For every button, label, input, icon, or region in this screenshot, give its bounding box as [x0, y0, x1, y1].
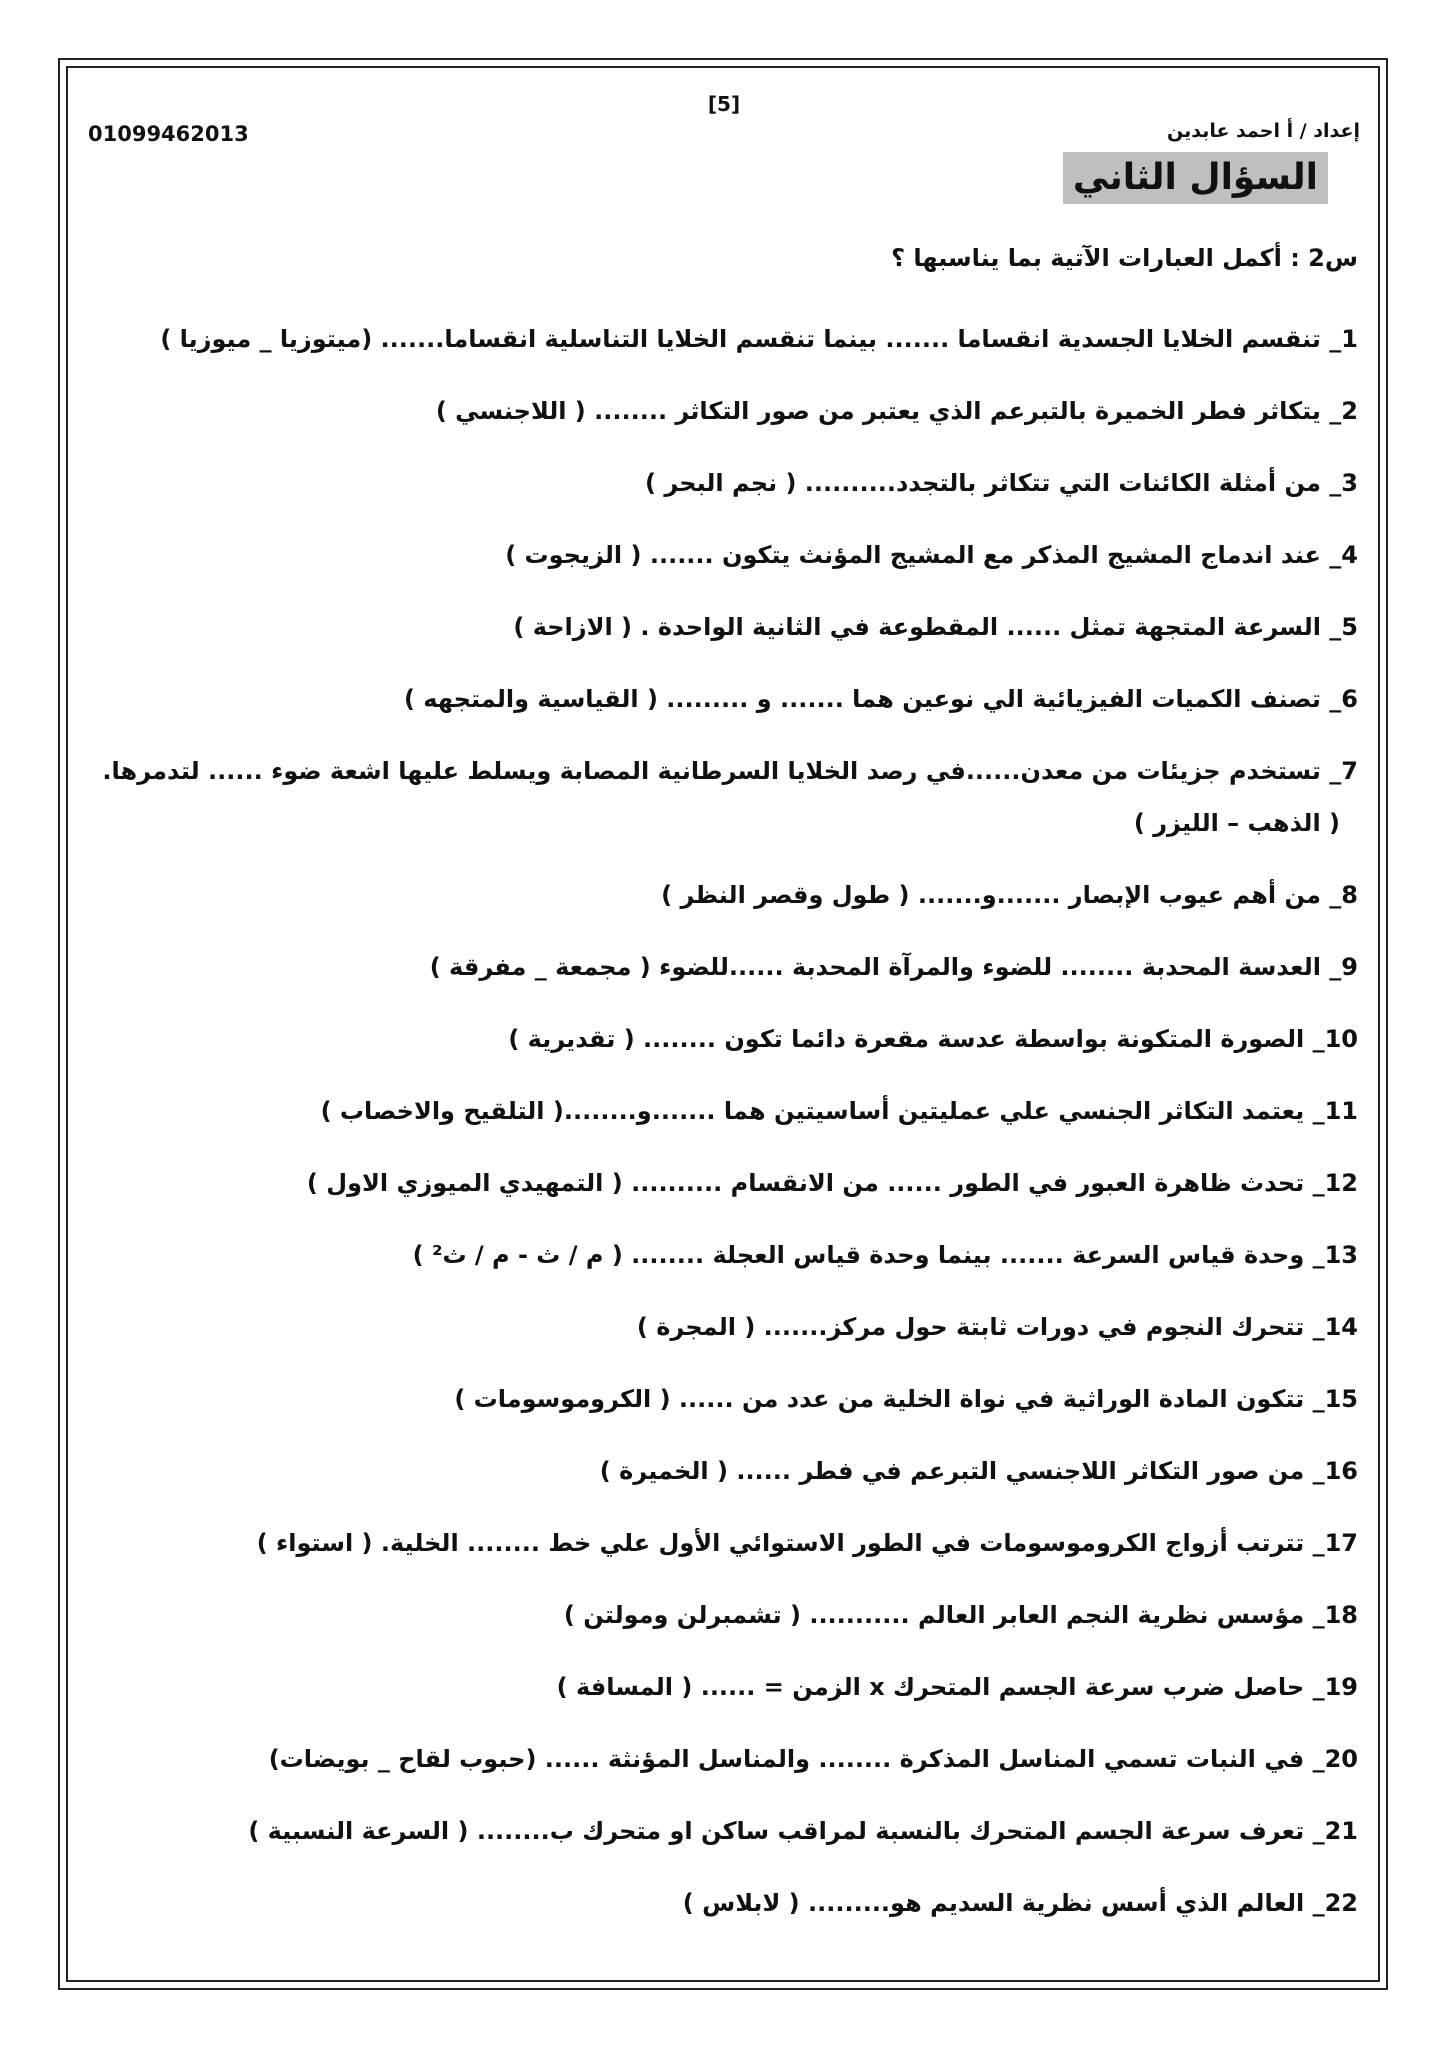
question-item	[98, 1524, 1358, 1596]
question-item	[98, 1092, 1358, 1164]
question-text: 13_ وحدة قياس السرعة ....... بينما وحدة قياس العجلة ........	[622, 1241, 1358, 1269]
question-item	[98, 1668, 1358, 1740]
question-text: 10_ الصورة المتكونة بواسطة عدسة مقعرة دائما تكون ........	[634, 1025, 1358, 1053]
question-answer: ( المسافة )	[556, 1673, 693, 1701]
question-text: 9_ العدسة المحدبة ........ للضوء والمرآة المحدبة ......للضوء	[650, 953, 1358, 981]
question-answer: ( نجم البحر )	[645, 469, 797, 497]
question-text: 2_ يتكاثر فطر الخميرة بالتبرعم الذي يعتبر من صور التكاثر ........	[585, 397, 1358, 425]
question-text: 8_ من أهم عيوب الإبصار .......و.......	[909, 881, 1358, 909]
question-item	[98, 1812, 1358, 1884]
page-number: [5]	[707, 92, 741, 116]
question-text: 4_ عند اندماج المشيج المذكر مع المشيج المؤنث يتكون .......	[641, 541, 1358, 569]
question-answer: ( طول وقصر النظر )	[661, 881, 910, 909]
question-text: 12_ تحدث ظاهرة العبور في الطور ...... من الانقسام ..........	[622, 1169, 1358, 1197]
question-answer: ( التلقيح والاخصاب )	[320, 1097, 564, 1125]
question-answer: ( الزيجوت )	[505, 541, 642, 569]
question-answer: ( التمهيدي الميوزي الاول )	[306, 1169, 623, 1197]
question-item	[98, 1308, 1358, 1380]
author-credit: إعداد / أ احمد عابدين	[1166, 120, 1360, 142]
section-title: السؤال الثاني	[1063, 152, 1328, 204]
question-answer: (ميتوزيا _ ميوزيا )	[160, 325, 373, 353]
question-text: 6_ تصنف الكميات الفيزيائية الي نوعين هما ....... و .........	[657, 685, 1358, 713]
question-text: 15_ تتكون المادة الوراثية في نواة الخلية من عدد من ......	[670, 1385, 1358, 1413]
question-answer: ( م / ث - م / ث² )	[412, 1241, 623, 1269]
phone-number: 01099462013	[88, 122, 249, 146]
question-item	[98, 1236, 1358, 1308]
question-item	[98, 320, 1358, 392]
question-instruction: س2 : أكمل العبارات الآتية بما يناسبها ؟	[891, 244, 1358, 272]
question-item	[98, 1452, 1358, 1524]
question-answer: ( الازاحة )	[513, 613, 633, 641]
question-answer: ( اللاجنسي )	[435, 397, 586, 425]
question-item	[98, 608, 1358, 680]
question-item	[98, 680, 1358, 752]
question-text: 7_ تستخدم جزيئات من معدن......في رصد الخلايا السرطانية المصابة ويسلط عليها اشعة ضوء ...... لتدمرها.	[102, 757, 1358, 785]
question-item	[98, 1380, 1358, 1452]
question-text: 20_ في النبات تسمي المناسل المذكرة ........ والمناسل المؤنثة ......	[536, 1745, 1358, 1773]
question-answer: ( لابلاس )	[682, 1889, 800, 1917]
question-item	[98, 1596, 1358, 1668]
question-item	[98, 1740, 1358, 1812]
question-item	[98, 536, 1358, 608]
question-item	[98, 392, 1358, 464]
question-text: 11_ يعتمد التكاثر الجنسي علي عمليتين أساسيتين هما .......و........	[563, 1097, 1358, 1125]
question-text: 22_ العالم الذي أسس نظرية السديم هو.........	[799, 1889, 1358, 1917]
question-answer: ( الخميرة )	[599, 1457, 728, 1485]
question-text: 5_ السرعة المتجهة تمثل ...... المقطوعة في الثانية الواحدة .	[632, 613, 1358, 641]
question-item	[98, 464, 1358, 536]
question-text: 19_ حاصل ضرب سرعة الجسم المتحرك x الزمن = ......	[692, 1673, 1358, 1701]
question-answer: ( استواء )	[256, 1529, 373, 1557]
question-item	[98, 876, 1358, 948]
question-answer: ( الكروموسومات )	[454, 1385, 671, 1413]
question-text: 17_ تترتب أزواج الكروموسومات في الطور الاستوائي الأول علي خط ........ الخلية.	[372, 1529, 1358, 1557]
question-text: 14_ تتحرك النجوم في دورات ثابتة حول مركز.......	[755, 1313, 1358, 1341]
question-item	[98, 1164, 1358, 1236]
question-item	[98, 1020, 1358, 1092]
question-answer: ( المجرة )	[636, 1313, 756, 1341]
question-item	[98, 752, 1358, 804]
question-answer: (حبوب لقاح _ بويضات)	[268, 1745, 537, 1773]
question-answer: ( القياسية والمتجهه )	[403, 685, 658, 713]
question-answer: ( مجمعة _ مفرقة )	[429, 953, 651, 981]
question-text: 18_ مؤسس نظرية النجم العابر العالم ...........	[800, 1601, 1358, 1629]
question-item	[98, 1884, 1358, 1956]
questions-list	[98, 320, 1358, 1956]
question-answer: ( تشمبرلن ومولتن )	[563, 1601, 801, 1629]
question-text: 3_ من أمثلة الكائنات التي تتكاثر بالتجدد..........	[796, 469, 1358, 497]
question-text: 1_ تنقسم الخلايا الجسدية انقساما ....... بينما تنقسم الخلايا التناسلية انقساما.......	[372, 325, 1358, 353]
question-item-continuation	[98, 804, 1358, 876]
question-answer: ( الذهب – الليزر )	[1133, 809, 1340, 837]
question-answer: ( تقديرية )	[508, 1025, 635, 1053]
question-item	[98, 948, 1358, 1020]
question-text: 16_ من صور التكاثر اللاجنسي التبرعم في فطر ......	[727, 1457, 1358, 1485]
question-text: 21_ تعرف سرعة الجسم المتحرك بالنسبة لمراقب ساكن او متحرك ب........	[468, 1817, 1358, 1845]
question-answer: ( السرعة النسبية )	[248, 1817, 469, 1845]
